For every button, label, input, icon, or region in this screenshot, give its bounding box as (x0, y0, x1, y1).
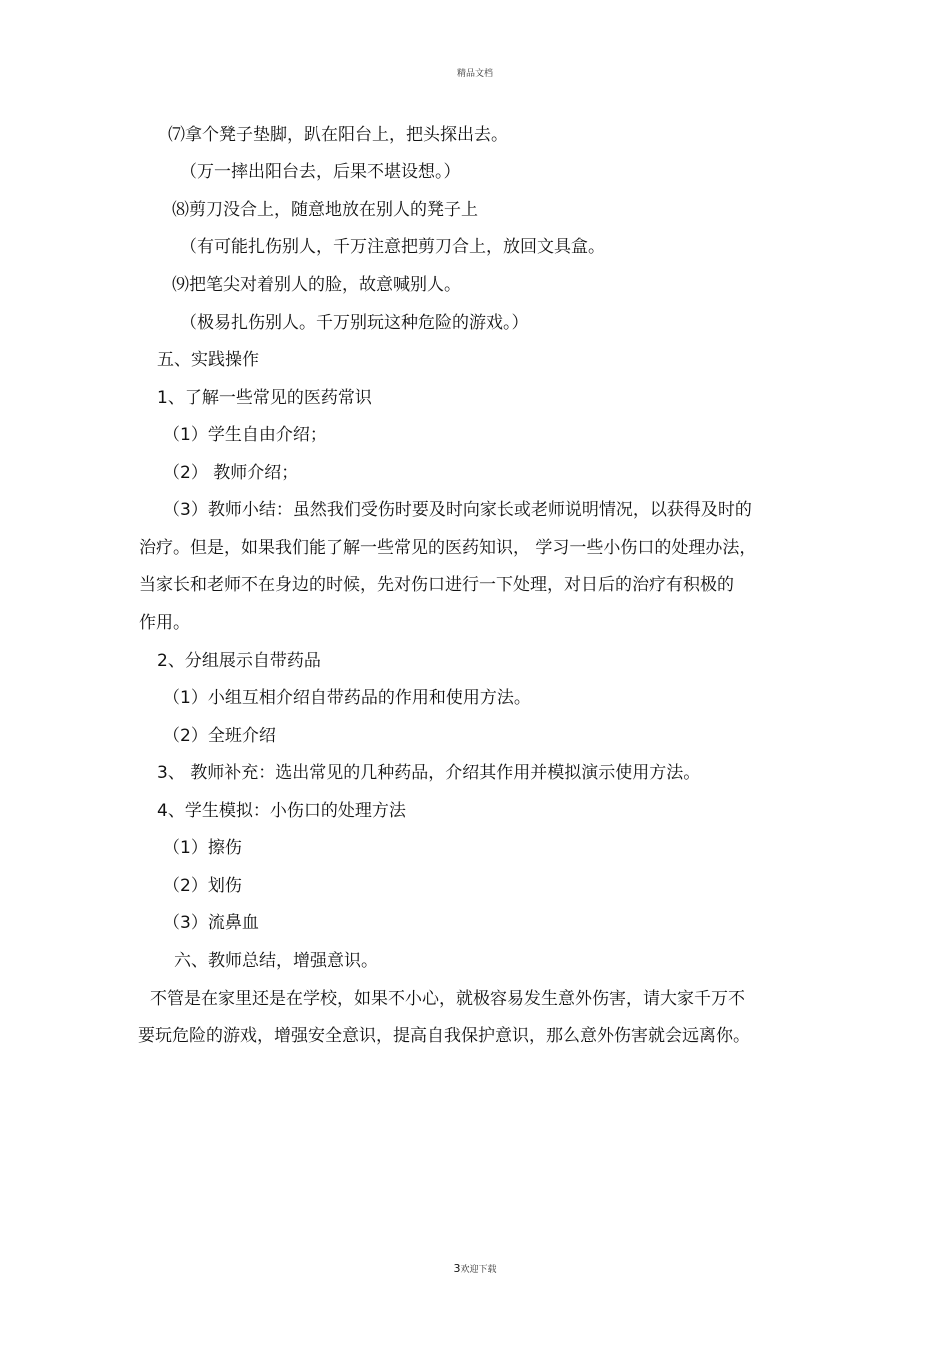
page-number: 3 (453, 1262, 461, 1275)
section-heading: 六、教师总结，增强意识。 (174, 951, 378, 971)
text-line: 治疗。但是，如果我们能了解一些常见的医药知识， 学习一些小伤口的处理办法， (139, 538, 757, 558)
page-footer (0, 1262, 950, 1275)
text-line: 作用。 (139, 613, 190, 633)
text-line: 当家长和老师不在身边的时候，先对伤口进行一下处理，对日后的治疗有积极的 (139, 575, 734, 595)
text-line: （2） 教师介绍； (163, 463, 299, 483)
text-line: （极易扎伤别人。千万别玩这种危险的游戏。） (180, 313, 529, 333)
footer-text: 欢迎下载 (460, 1265, 497, 1275)
page-header: 精品文档 (456, 69, 493, 79)
text-line: （3）流鼻血 (163, 913, 259, 933)
text-line: ⑻剪刀没合上，随意地放在别人的凳子上 (172, 200, 478, 220)
text-line: （万一摔出阳台去，后果不堪设想。） (180, 162, 461, 182)
subsection-heading: 4、学生模拟：小伤口的处理方法 (157, 801, 406, 821)
text-line: （1）学生自由介绍； (163, 425, 327, 445)
section-heading: 五、实践操作 (157, 350, 259, 370)
subsection-heading: 1、了解一些常见的医药常识 (157, 388, 372, 408)
subsection-heading: 2、分组展示自带药品 (157, 651, 321, 671)
text-line: 要玩危险的游戏，增强安全意识，提高自我保护意识，那么意外伤害就会远离你。 (138, 1026, 750, 1046)
text-line: （2）划伤 (163, 876, 242, 896)
text-line: （2）全班介绍 (163, 726, 276, 746)
text-line: ⑺拿个凳子垫脚，趴在阳台上，把头探出去。 (168, 125, 508, 145)
text-line: （3）教师小结：虽然我们受伤时要及时向家长或老师说明情况，以获得及时的 (163, 500, 752, 520)
text-line: 不管是在家里还是在学校，如果不小心，就极容易发生意外伤害，请大家千万不 (150, 989, 745, 1009)
text-line: （1）小组互相介绍自带药品的作用和使用方法。 (163, 688, 531, 708)
text-line: ⑼把笔尖对着别人的脸，故意喊别人。 (172, 275, 461, 295)
subsection-heading: 3、 教师补充：选出常见的几种药品，介绍其作用并模拟演示使用方法。 (157, 763, 701, 783)
text-line: （有可能扎伤别人，千万注意把剪刀合上，放回文具盒。 (180, 237, 605, 257)
text-line: （1）擦伤 (163, 838, 242, 858)
